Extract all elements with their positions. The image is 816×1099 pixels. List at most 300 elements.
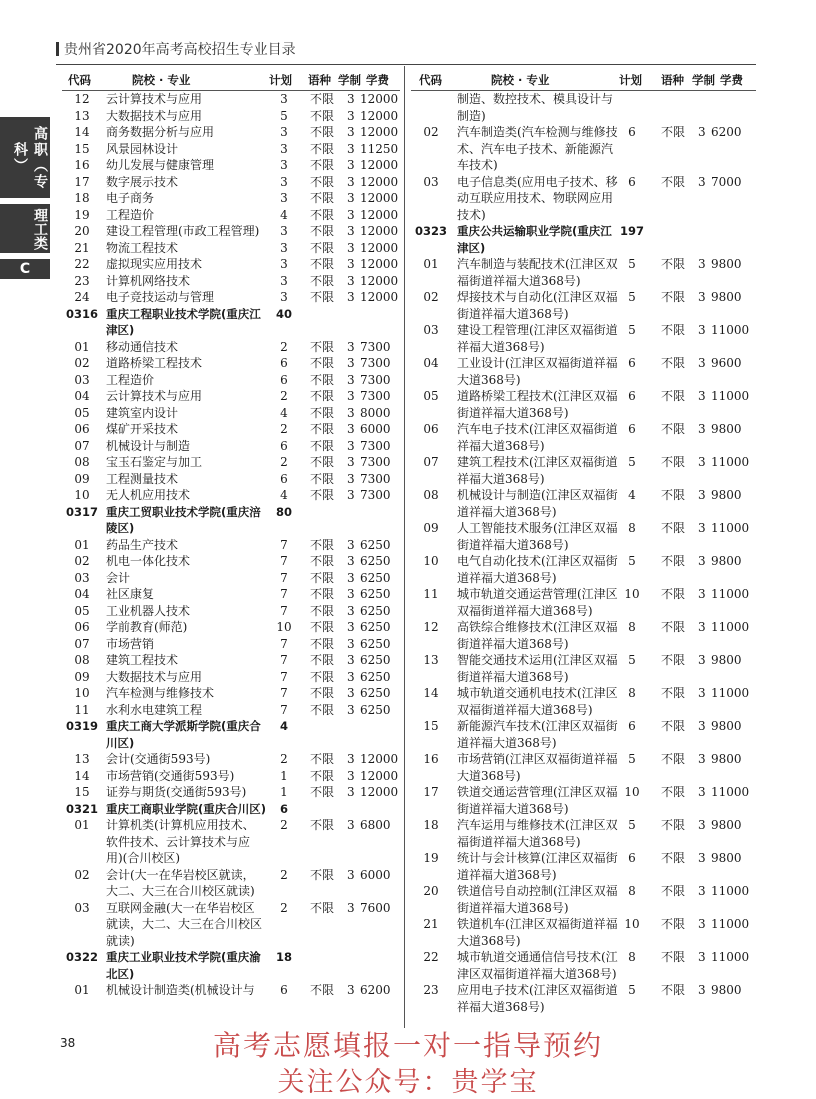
major-name: 工业机器人技术: [106, 603, 191, 618]
major-name: 云计算技术与应用: [106, 92, 203, 106]
row-lang: 不限: [310, 438, 335, 453]
row-plan: 3: [280, 224, 288, 238]
row-code: 01: [423, 257, 439, 271]
row-duration: 3: [347, 207, 355, 222]
row-duration: 3: [347, 587, 355, 601]
major-name: 智能交通技术运用(江津区双福街道祥福大道368号): [457, 653, 618, 684]
table-row: [62, 487, 400, 504]
row-code: 04: [74, 389, 90, 403]
row-plan: 1: [280, 768, 288, 783]
row-fee: 9800: [711, 422, 742, 436]
major-name: 建设工程管理(江津区双福街道祥福大道368号): [457, 323, 618, 354]
row-code: 09: [74, 669, 90, 684]
row-lang: 不限: [310, 174, 335, 189]
row-lang: 不限: [310, 570, 335, 585]
table-row: [62, 91, 400, 108]
table-row: [62, 751, 400, 768]
table-header: [411, 68, 756, 91]
major-name: 药品生产技术: [106, 537, 179, 552]
major-name: 城市轨道交通通信信号技术(江津区双福街道祥福大道368号): [457, 950, 618, 981]
row-code: 13: [74, 752, 90, 766]
school-name: 重庆工程职业技术学院(重庆江津区): [106, 306, 261, 337]
row-lang: 不限: [310, 653, 335, 667]
row-code: 02: [74, 867, 90, 882]
row-duration: 3: [347, 900, 355, 915]
table-row: [62, 784, 400, 801]
row-fee: 12000: [360, 768, 399, 783]
row-plan: 10: [624, 587, 640, 601]
table-row: [62, 471, 400, 488]
row-lang: 不限: [661, 174, 686, 189]
row-duration: 3: [698, 752, 706, 766]
row-lang: 不限: [310, 191, 335, 205]
row-duration: 3: [698, 950, 706, 964]
row-fee: 8000: [360, 405, 391, 420]
major-name: 商务数据分析与应用: [106, 125, 215, 139]
row-duration: 3: [347, 554, 355, 568]
row-code: 10: [423, 554, 439, 568]
row-lang: 不限: [661, 290, 686, 304]
header-code: 代码: [68, 73, 91, 87]
row-duration: 3: [347, 141, 355, 156]
table-row: [411, 751, 756, 784]
table-row: [411, 421, 756, 454]
row-duration: 3: [347, 158, 355, 172]
row-fee: 6200: [711, 125, 742, 139]
row-duration: 3: [698, 620, 706, 634]
row-code: 21: [423, 917, 439, 931]
row-lang: 不限: [310, 125, 335, 139]
table-row: [62, 619, 400, 636]
row-code: 0316: [65, 306, 98, 321]
table-row: [62, 157, 400, 174]
row-code: 0322: [65, 950, 98, 964]
row-plan: 197: [619, 224, 644, 238]
table-row: [62, 190, 400, 207]
row-lang: 不限: [310, 405, 335, 420]
row-fee: 9800: [711, 719, 742, 733]
major-name: 物流工程技术: [106, 240, 179, 255]
table-row: [62, 817, 400, 867]
row-fee: 11000: [711, 686, 750, 700]
row-plan: 5: [628, 818, 636, 832]
row-plan: 5: [628, 554, 636, 568]
major-name: 大数据技术与应用: [106, 669, 203, 684]
watermark-line1: 高考志愿填报一对一指导预约: [212, 1029, 603, 1062]
row-fee: 9800: [711, 752, 742, 766]
row-code: 02: [423, 125, 439, 139]
row-code: 0317: [65, 504, 98, 519]
row-code: 18: [423, 818, 439, 832]
row-fee: 11000: [711, 620, 750, 634]
major-name: 工业设计(江津区双福街道祥福大道368号): [457, 356, 618, 387]
row-code: 11: [423, 587, 439, 601]
row-duration: 3: [347, 702, 355, 717]
row-duration: 3: [698, 174, 706, 189]
row-fee: 11000: [711, 917, 750, 931]
row-lang: 不限: [310, 818, 335, 832]
major-name: 会计: [106, 570, 131, 585]
row-lang: 不限: [661, 323, 686, 337]
row-duration: 3: [347, 471, 355, 486]
row-code: 15: [74, 141, 90, 156]
school-row: [62, 949, 400, 982]
row-duration: 3: [698, 323, 706, 337]
row-fee: 11000: [711, 587, 750, 601]
table-row: [62, 273, 400, 290]
row-duration: 3: [347, 818, 355, 832]
row-fee: 7300: [360, 438, 391, 453]
row-fee: 6250: [360, 620, 391, 634]
row-code: 18: [74, 191, 90, 205]
row-duration: 3: [698, 686, 706, 700]
header-plan: 计划: [619, 73, 642, 87]
major-name: 机械设计与制造(江津区双福街道祥福大道368号): [457, 488, 618, 519]
row-code: 08: [74, 455, 90, 469]
row-duration: 3: [347, 636, 355, 651]
row-code: 06: [74, 422, 90, 436]
row-fee: 7300: [360, 455, 391, 469]
header-duration: 学制: [692, 73, 715, 87]
row-fee: 9800: [711, 653, 742, 667]
row-fee: 12000: [360, 158, 399, 172]
table-row: [411, 784, 756, 817]
major-name: 焊接技术与自动化(江津区双福街道祥福大道368号): [457, 290, 618, 321]
major-name: 市场营销(江津区双福街道祥福大道368号): [457, 752, 618, 783]
row-plan: 6: [628, 125, 636, 139]
row-lang: 不限: [310, 900, 335, 915]
row-duration: 3: [347, 570, 355, 585]
header-lang: 语种: [661, 73, 684, 87]
row-plan: 10: [276, 620, 292, 634]
row-plan: 7: [280, 669, 288, 684]
row-plan: 7: [280, 686, 288, 700]
row-fee: 12000: [360, 785, 399, 799]
table-row: [62, 537, 400, 554]
table-row: [411, 454, 756, 487]
row-fee: 9800: [711, 488, 742, 502]
row-fee: 6250: [360, 554, 391, 568]
row-plan: 8: [628, 620, 636, 634]
table-row: [62, 421, 400, 438]
row-plan: 7: [280, 537, 288, 552]
row-duration: 3: [347, 240, 355, 255]
row-fee: 12000: [360, 752, 399, 766]
major-name: 人工智能技术服务(江津区双福街道祥福大道368号): [457, 521, 618, 552]
row-plan: 4: [280, 405, 288, 420]
row-duration: 3: [347, 339, 355, 354]
row-lang: 不限: [661, 686, 686, 700]
table-row: [411, 883, 756, 916]
table-row: [62, 388, 400, 405]
row-lang: 不限: [310, 587, 335, 601]
major-name: 工程测量技术: [106, 471, 179, 486]
header-title: 贵州省2020年高考高校招生专业目录: [64, 42, 296, 58]
row-duration: 3: [347, 174, 355, 189]
table-row: [411, 256, 756, 289]
major-name: 城市轨道交通机电技术(江津区双福街道祥福大道368号): [457, 686, 618, 717]
row-code: 01: [74, 339, 90, 354]
row-lang: 不限: [661, 884, 686, 898]
row-duration: 3: [347, 768, 355, 783]
table-row: [62, 256, 400, 273]
major-name: 煤矿开采技术: [106, 422, 179, 436]
row-code: 21: [74, 240, 90, 255]
table-row: [62, 141, 400, 158]
row-plan: 3: [280, 290, 288, 304]
row-fee: 12000: [360, 224, 399, 238]
row-code: 07: [423, 455, 439, 469]
row-duration: 3: [347, 983, 355, 997]
table-row: [411, 322, 756, 355]
row-lang: 不限: [661, 356, 686, 370]
header-code: 代码: [419, 73, 442, 87]
row-plan: 5: [628, 323, 636, 337]
row-lang: 不限: [661, 488, 686, 502]
row-code: 12: [423, 620, 439, 634]
row-plan: 6: [628, 851, 636, 865]
row-plan: 7: [280, 570, 288, 585]
row-duration: 3: [347, 438, 355, 453]
table-row: [62, 339, 400, 356]
row-plan: 7: [280, 554, 288, 568]
row-fee: 6250: [360, 686, 391, 700]
page-number: 38: [60, 1036, 76, 1050]
row-plan: 3: [280, 240, 288, 255]
table-row: [62, 586, 400, 603]
row-fee: 9800: [711, 818, 742, 832]
major-name: 机械设计制造类(机械设计与: [106, 983, 255, 997]
table-row: [411, 718, 756, 751]
row-code: 22: [423, 950, 439, 964]
table-row: [62, 240, 400, 257]
major-name: 工程造价: [106, 372, 155, 387]
row-fee: 11000: [711, 785, 750, 799]
row-lang: 不限: [310, 620, 335, 634]
table-row: [411, 916, 756, 949]
row-fee: 7300: [360, 339, 391, 354]
row-plan: 40: [275, 306, 292, 321]
row-code: 0321: [65, 801, 98, 816]
row-code: 08: [74, 653, 90, 667]
row-code: 19: [74, 207, 90, 222]
row-lang: 不限: [310, 108, 335, 123]
row-fee: 6000: [360, 867, 391, 882]
table-row: [62, 702, 400, 719]
row-plan: 6: [628, 719, 636, 733]
row-lang: 不限: [661, 521, 686, 535]
row-plan: 5: [628, 752, 636, 766]
row-duration: 3: [698, 257, 706, 271]
row-lang: 不限: [310, 257, 335, 271]
row-plan: 6: [628, 422, 636, 436]
school-name: 重庆工商大学派斯学院(重庆合川区): [106, 719, 261, 750]
row-lang: 不限: [661, 752, 686, 766]
row-code: 05: [74, 405, 90, 420]
school-row: [411, 223, 756, 256]
row-fee: 12000: [360, 290, 399, 304]
table-row: [411, 91, 756, 124]
tab-vocational: 高职（专科）: [0, 117, 50, 198]
header-name: 院校 · 专业: [132, 73, 191, 87]
row-duration: 3: [698, 389, 706, 403]
row-plan: 6: [628, 174, 636, 189]
row-code: 09: [74, 471, 90, 486]
table-row: [62, 768, 400, 785]
row-code: 02: [74, 356, 90, 370]
major-name: 市场营销: [106, 636, 155, 651]
header-name: 院校 · 专业: [491, 73, 550, 87]
row-code: 14: [423, 686, 439, 700]
row-code: 0323: [414, 224, 447, 238]
row-lang: 不限: [310, 339, 335, 354]
row-fee: 6250: [360, 653, 391, 667]
row-lang: 不限: [661, 917, 686, 931]
row-lang: 不限: [661, 257, 686, 271]
row-duration: 3: [347, 273, 355, 288]
row-lang: 不限: [661, 950, 686, 964]
row-fee: 7300: [360, 471, 391, 486]
table-row: [62, 108, 400, 125]
row-duration: 3: [698, 917, 706, 931]
major-name: 虚拟现实应用技术: [106, 257, 203, 271]
major-name: 建筑工程技术(江津区双福街道祥福大道368号): [457, 455, 618, 486]
row-fee: 9800: [711, 554, 742, 568]
row-duration: 3: [698, 983, 706, 997]
row-fee: 6250: [360, 669, 391, 684]
row-duration: 3: [347, 785, 355, 799]
row-code: 23: [74, 273, 90, 288]
row-plan: 2: [280, 389, 288, 403]
row-plan: 2: [280, 752, 288, 766]
row-plan: 2: [280, 818, 288, 832]
table-row: [411, 817, 756, 850]
row-duration: 3: [347, 92, 355, 106]
major-name: 电子商务: [106, 191, 155, 205]
row-fee: 12000: [360, 92, 399, 106]
row-plan: 3: [280, 174, 288, 189]
row-plan: 5: [628, 257, 636, 271]
header-duration: 学制: [338, 73, 361, 87]
row-plan: 10: [624, 785, 640, 799]
table-row: [411, 982, 756, 1015]
row-duration: 3: [698, 554, 706, 568]
row-fee: 9800: [711, 257, 742, 271]
row-code: 02: [423, 290, 439, 304]
table-row: [62, 355, 400, 372]
major-name: 机械设计与制造: [106, 438, 191, 453]
row-lang: 不限: [310, 273, 335, 288]
row-plan: 6: [280, 438, 288, 453]
major-name: 汽车检测与维修技术: [106, 686, 215, 700]
row-duration: 3: [347, 867, 355, 882]
row-plan: 7: [280, 587, 288, 601]
row-lang: 不限: [310, 240, 335, 255]
table-row: [62, 867, 400, 900]
row-duration: 3: [347, 125, 355, 139]
row-lang: 不限: [310, 422, 335, 436]
major-name: 社区康复: [106, 587, 155, 601]
row-fee: 11000: [711, 323, 750, 337]
page-header: [56, 38, 756, 60]
row-fee: 12000: [360, 125, 399, 139]
header-fee: 学费: [366, 73, 389, 87]
major-name: 幼儿发展与健康管理: [106, 158, 215, 172]
row-code: 01: [74, 983, 90, 997]
row-duration: 3: [347, 669, 355, 684]
row-plan: 5: [628, 653, 636, 667]
row-duration: 3: [698, 818, 706, 832]
major-name: 建设工程管理(市政工程管理): [106, 224, 260, 238]
row-fee: 9600: [711, 356, 742, 370]
row-fee: 9800: [711, 983, 742, 997]
row-plan: 2: [280, 455, 288, 469]
row-plan: 2: [280, 867, 288, 882]
row-lang: 不限: [310, 455, 335, 469]
row-code: 20: [423, 884, 439, 898]
row-duration: 3: [698, 356, 706, 370]
major-name: 建筑室内设计: [106, 405, 179, 420]
row-duration: 3: [347, 752, 355, 766]
school-name: 重庆工商职业学院(重庆合川区): [106, 801, 267, 816]
school-row: [62, 718, 400, 751]
row-plan: 3: [280, 92, 288, 106]
major-name: 汽车电子技术(江津区双福街道祥福大道368号): [457, 422, 618, 453]
row-code: 05: [423, 389, 439, 403]
row-duration: 3: [347, 108, 355, 123]
row-code: 02: [74, 554, 90, 568]
row-plan: 4: [628, 488, 636, 502]
table-row: [62, 652, 400, 669]
major-name: 互联网金融(大一在华岩校区就读，大二、大三在合川校区就读): [106, 900, 263, 948]
table-row: [62, 289, 400, 306]
row-lang: 不限: [661, 983, 686, 997]
row-lang: 不限: [310, 488, 335, 502]
row-plan: 3: [280, 273, 288, 288]
major-name: 云计算技术与应用: [106, 389, 203, 403]
major-name: 电子信息类(应用电子技术、移动互联应用技术、物联网应用技术): [457, 174, 618, 222]
row-code: 07: [74, 636, 90, 651]
row-fee: 9800: [711, 290, 742, 304]
row-code: 01: [74, 818, 90, 832]
row-plan: 3: [280, 141, 288, 156]
row-plan: 2: [280, 339, 288, 354]
row-fee: 7300: [360, 488, 391, 502]
major-name: 会计(交通街593号): [106, 752, 211, 766]
table-row: [411, 850, 756, 883]
row-fee: 11000: [711, 950, 750, 964]
major-name: 市场营销(交通街593号): [106, 768, 235, 783]
row-plan: 6: [280, 471, 288, 486]
row-lang: 不限: [310, 92, 335, 106]
row-fee: 7000: [711, 174, 742, 189]
major-name: 应用电子技术(江津区双福街道祥福大道368号): [457, 983, 618, 1014]
row-lang: 不限: [661, 818, 686, 832]
major-name: 汽车制造类(汽车检测与维修技术、汽车电子技术、新能源汽车技术): [457, 125, 618, 172]
row-lang: 不限: [310, 867, 335, 882]
row-plan: 6: [628, 389, 636, 403]
row-fee: 6250: [360, 587, 391, 601]
row-duration: 3: [347, 603, 355, 618]
row-duration: 3: [698, 653, 706, 667]
table-row: [62, 685, 400, 702]
row-lang: 不限: [310, 389, 335, 403]
row-lang: 不限: [310, 554, 335, 568]
major-name: 制造、数控技术、模具设计与制造): [457, 92, 614, 123]
major-name: 汽车运用与维修技术(江津区双福街道祥福大道368号): [457, 818, 618, 849]
row-fee: 6800: [360, 818, 391, 832]
row-plan: 8: [628, 686, 636, 700]
